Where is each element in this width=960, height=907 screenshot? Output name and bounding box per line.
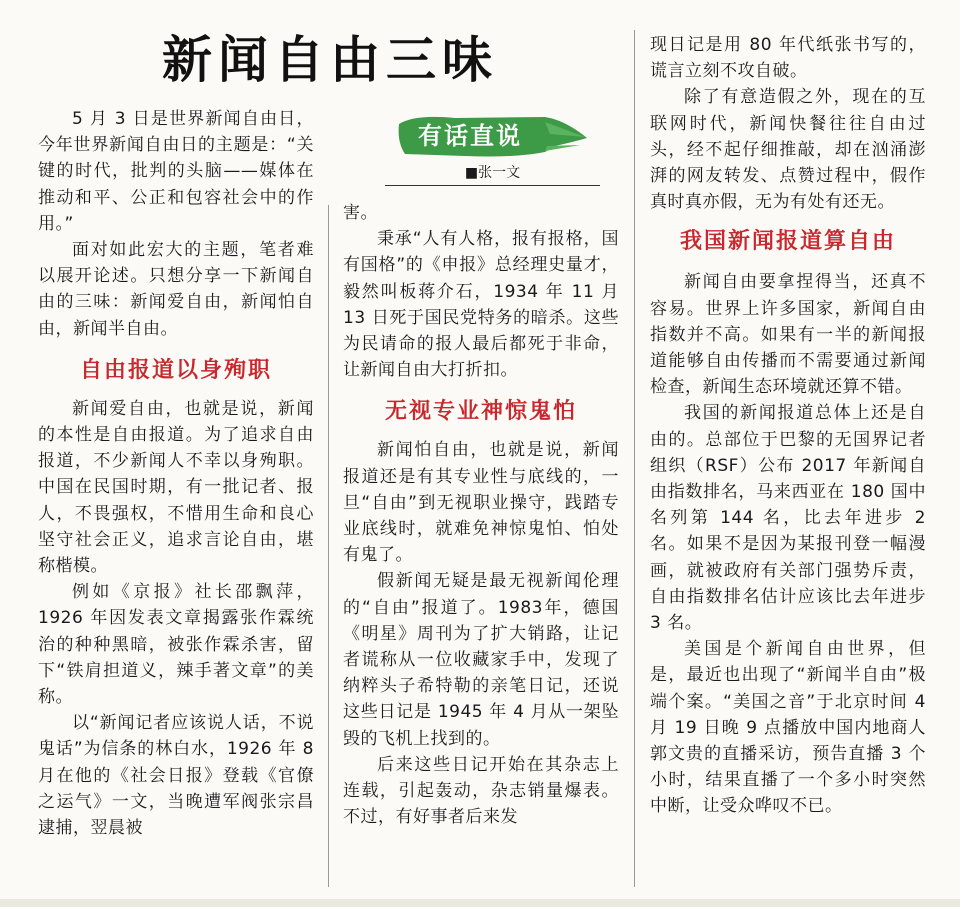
paragraph: 例如《京报》社长邵飘萍，1926 年因发表文章揭露张作霖统治的种种黑暗，被张作霖杀害，留下“铁肩担道义，辣手著文章”的美称。 (38, 582, 314, 708)
paragraph: 5 月 3 日是世界新闻自由日，今年世界新闻自由日的主题是：“关键的时代，批判的头脑——媒体在推动和平、公正和包容社会中的作用。” (38, 109, 314, 234)
paragraph: 美国是个新闻自由世界，但是，最近也出现了“新闻半自由”极端个案。“美国之音”于北京时间 4 月 19 日晚 9 点播放中国内地商人郭文贵的直播采访，预告直播 3 个小时，结果直播了一个多小时突然中断，让受众哗叹不已。 (650, 639, 926, 817)
paragraph: 新闻爱自由，也就是说，新闻的本性是自由报道。为了追求自由报道，不少新闻人不幸以身殉职。中国在民国时期，有一批记者、报人，不畏强权，不惜用生命和良心坚守社会正义，追求言论自由，堪称楷模。 (38, 398, 314, 577)
paragraph: 秉承“人有人格，报有报格，国有国格”的《申报》总经理史量才，毅然叫板蒋介石，1934 年 11 月 13 日死于国民党特务的暗杀。这些为民请命的报人最后都死于非命，让新闻自由大打折扣。 (343, 229, 619, 381)
paragraph: 新闻怕自由，也就是说，新闻报道还是有其专业性与底线的，一旦“自由”到无视职业操守，践踏专业底线时，就难免神惊鬼怕、怕处有鬼了。 (343, 440, 619, 566)
column-divider (328, 205, 329, 887)
subheading: 自由报道以身殉职 (79, 357, 272, 383)
paragraph: 除了有意造假之外，现在的互联网时代，新闻快餐往往自由过头，经不起仔细推敲，却在汹涌澎湃的网友转发、点赞过程中，假作真时真亦假，无为有处有还无。 (650, 87, 926, 213)
column-divider (634, 30, 635, 887)
paragraph: 害。 (343, 203, 378, 223)
paragraph: 我国的新闻报道总体上还是自由的。总部位于巴黎的无国界记者组织（RSF）公布 2017 年新闻自由指数排名，马来西亚在 180 国中名列第 144 名，比去年进步 2 名。如果不是因为某报刊登一幅漫画，就被政府有关部门强势斥责，自由指数排名估计应该比去年进步 3 名。 (650, 403, 926, 634)
paragraph: 以“新闻记者应该说人话，不说鬼话”为信条的林白水，1926 年 8 月在他的《社会日报》登载《官僚之运气》一文，当晚遭军阀张宗昌逮捕，翌晨被 (38, 713, 314, 839)
paragraph: 后来这些日记开始在其杂志上连载，引起轰动，杂志销量爆表。不过，有好事者后来发 (343, 754, 619, 828)
column-name: 有话直说 (418, 122, 522, 150)
paragraph: 面对如此宏大的主题，笔者难以展开论述。只想分享一下新闻自由的三味：新闻爱自由，新闻怕自由，新闻半自由。 (38, 240, 314, 339)
column-badge (395, 112, 590, 162)
paragraph: 新闻自由要拿捏得当，还真不容易。世界上许多国家，新闻自由指数并不高。如果有一半的新闻报道能够自由传播而不需要通过新闻检查，新闻生态环境就还算不错。 (650, 272, 926, 398)
column-1 (38, 106, 314, 841)
subheading: 我国新闻报道算自由 (679, 229, 896, 255)
paragraph: 假新闻无疑是最无视新闻伦理的“自由”报道了。1983年，德国《明星》周刊为了扩大销路，让记者谎称从一位收藏家手中，发现了纳粹头子希特勒的亲笔日记，还说这些日记是 1945 年 4 月从一架坠毁的飞机上找到的。 (343, 571, 619, 749)
page-bottom-strip (0, 899, 960, 907)
article-headline: 新闻自由三味 (162, 31, 498, 89)
subheading: 无视专业神惊鬼怕 (384, 399, 577, 425)
byline: ■张一文 (385, 163, 600, 186)
paragraph: 现日记是用 80 年代纸张书写的，谎言立刻不攻自破。 (650, 35, 926, 82)
column-3 (650, 32, 926, 820)
column-2 (343, 200, 619, 830)
